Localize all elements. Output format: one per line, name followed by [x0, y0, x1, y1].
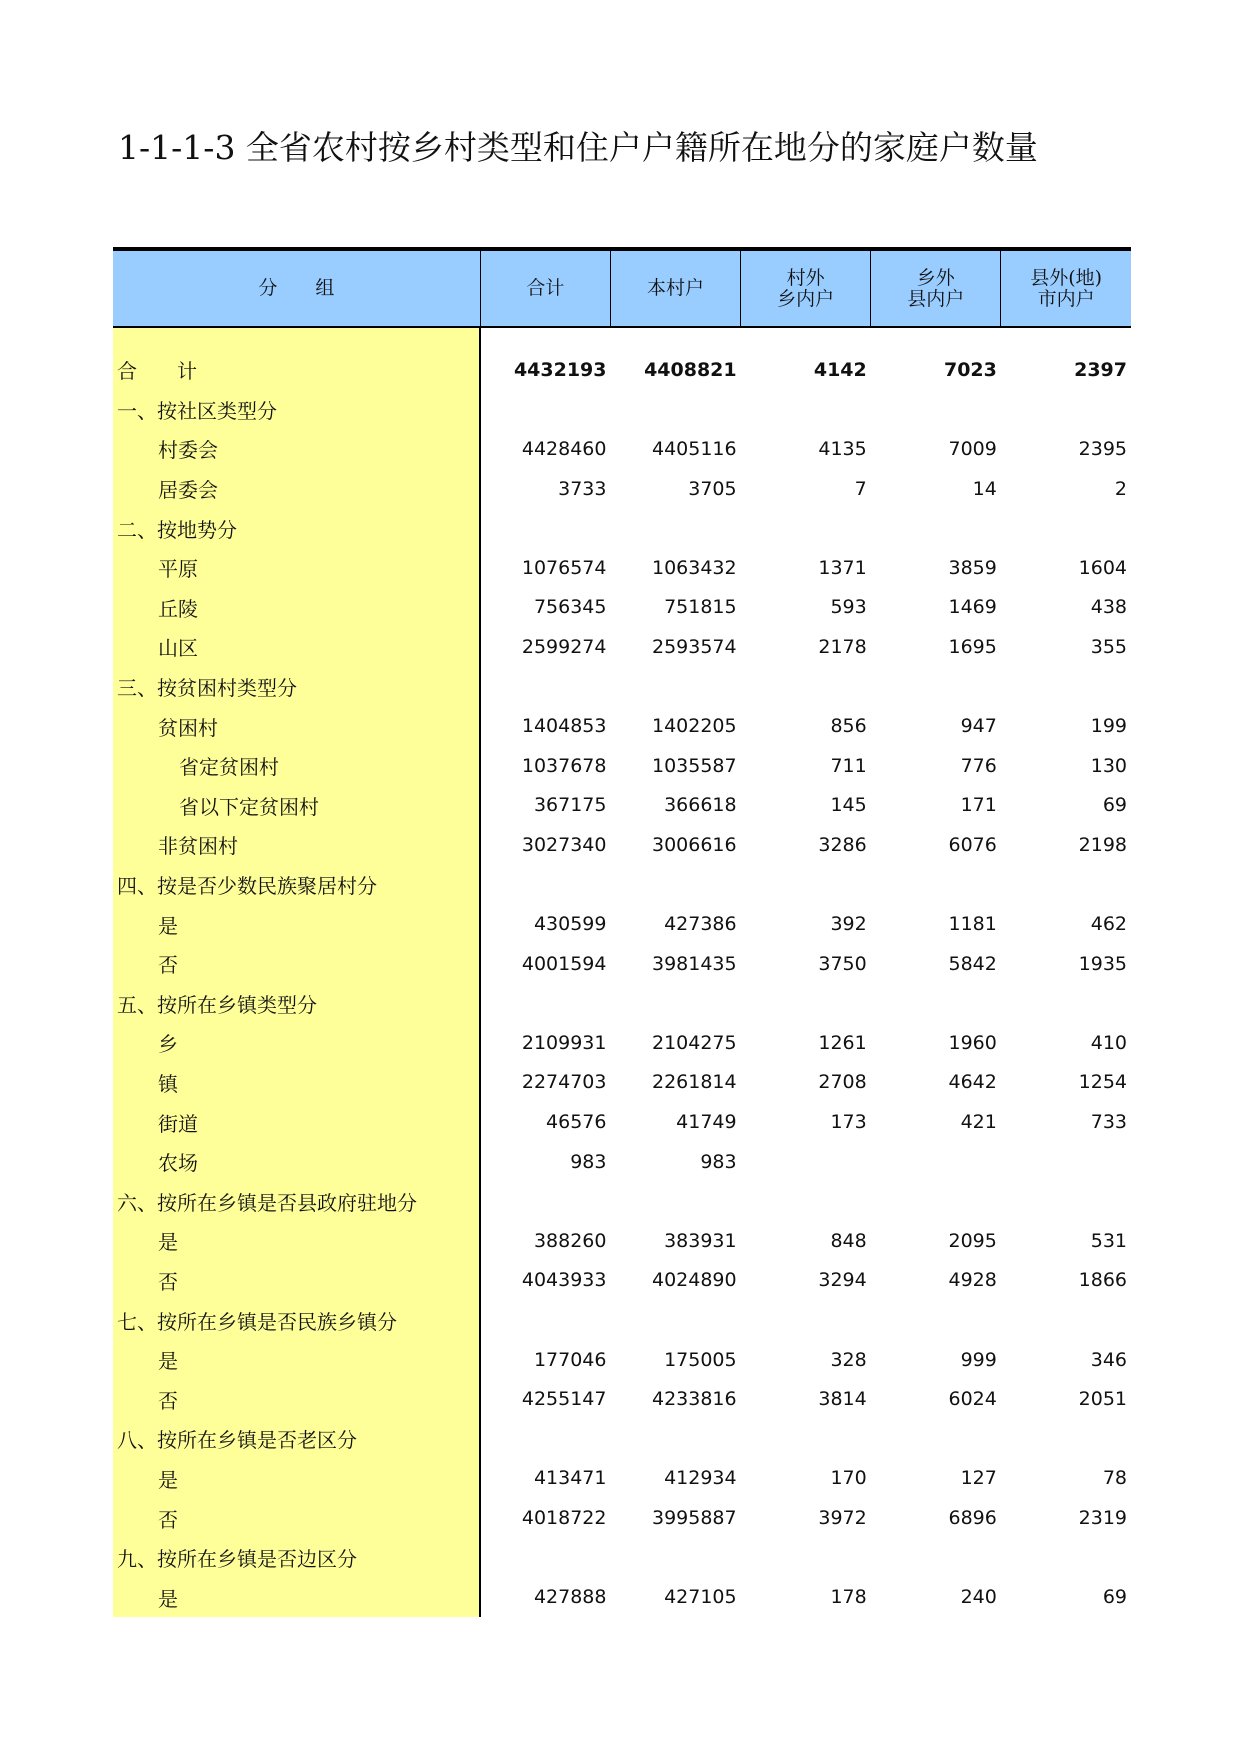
table-row	[113, 469, 1131, 509]
table-row	[113, 746, 1131, 786]
value-cell: 7023	[943, 358, 997, 381]
value-cell: 2395	[1078, 437, 1127, 460]
value-cell: 413471	[533, 1467, 607, 1490]
header-text: 本村户	[647, 277, 705, 299]
value-cell	[480, 508, 610, 548]
table-row	[113, 1102, 1131, 1142]
value-cell	[610, 390, 740, 430]
value-cell: 1404853	[521, 715, 607, 738]
table-row	[113, 984, 1131, 1024]
value-cell: 328	[830, 1348, 867, 1371]
value-cell: 4233816	[651, 1388, 737, 1411]
table-row	[113, 1538, 1131, 1578]
value-cell: 1604	[1078, 556, 1127, 579]
value-cell: 1695	[948, 635, 997, 658]
value-cell: 4432193	[513, 358, 607, 381]
value-cell	[871, 1419, 1001, 1459]
row-label: 是	[113, 904, 480, 944]
value-cell: 177046	[533, 1348, 607, 1371]
row-label: 八、按所在乡镇是否老区分	[113, 1419, 480, 1459]
value-cell	[741, 1142, 871, 1182]
value-cell	[610, 508, 740, 548]
value-cell	[480, 1181, 610, 1221]
value-cell	[871, 1538, 1001, 1578]
table-row	[113, 944, 1131, 984]
value-cell	[480, 1300, 610, 1340]
value-cell	[480, 865, 610, 905]
value-cell: 2109931	[521, 1031, 607, 1054]
value-cell: 4001594	[521, 952, 607, 975]
value-cell: 421	[960, 1111, 997, 1134]
value-cell: 366618	[664, 794, 737, 817]
header-text: 县外(地)	[1030, 266, 1103, 289]
value-cell	[610, 984, 740, 1024]
value-cell	[480, 390, 610, 430]
table-row	[113, 390, 1131, 430]
empty-cell	[741, 327, 871, 350]
row-label: 合 计	[113, 350, 480, 390]
value-cell: 2095	[948, 1229, 997, 1252]
value-cell: 171	[960, 794, 997, 817]
value-cell	[871, 508, 1001, 548]
value-cell: 3995887	[651, 1507, 737, 1530]
value-cell: 1402205	[651, 715, 737, 738]
row-label: 是	[113, 1459, 480, 1499]
table-row	[113, 1181, 1131, 1221]
value-cell: 178	[830, 1586, 867, 1609]
table-row	[113, 786, 1131, 826]
table-row	[113, 1577, 1131, 1617]
value-cell	[1001, 508, 1131, 548]
value-cell	[1001, 1300, 1131, 1340]
value-cell	[871, 390, 1001, 430]
table-row	[113, 1300, 1131, 1340]
row-label: 丘陵	[113, 588, 480, 628]
value-cell: 346	[1090, 1348, 1127, 1371]
label-cell	[113, 327, 480, 350]
table-row	[113, 865, 1131, 905]
value-cell: 46576	[546, 1111, 607, 1134]
value-cell	[741, 390, 871, 430]
value-cell: 14	[972, 477, 997, 500]
value-cell: 392	[830, 913, 867, 936]
value-cell: 4255147	[521, 1388, 607, 1411]
row-label: 省以下定贫困村	[113, 786, 480, 826]
value-cell: 3981435	[651, 952, 737, 975]
value-cell	[1001, 390, 1131, 430]
row-label: 否	[113, 1261, 480, 1301]
row-label: 乡	[113, 1023, 480, 1063]
header-row	[113, 249, 1131, 327]
row-label: 省定贫困村	[113, 746, 480, 786]
value-cell	[871, 667, 1001, 707]
value-cell: 3972	[818, 1507, 867, 1530]
header-text: 分 组	[258, 277, 335, 299]
table-row	[113, 508, 1131, 548]
value-cell: 383931	[664, 1229, 737, 1252]
header-col-1	[480, 249, 610, 327]
value-cell: 1866	[1078, 1269, 1127, 1292]
row-label: 五、按所在乡镇类型分	[113, 984, 480, 1024]
value-cell: 4018722	[521, 1507, 607, 1530]
value-cell: 531	[1090, 1229, 1127, 1252]
value-cell: 1037678	[521, 754, 607, 777]
value-cell: 145	[830, 794, 867, 817]
value-cell: 2274703	[521, 1071, 607, 1094]
value-cell: 2	[1114, 477, 1127, 500]
empty-cell	[610, 327, 740, 350]
value-cell	[741, 865, 871, 905]
value-cell	[741, 1538, 871, 1578]
table-row	[113, 1379, 1131, 1419]
value-cell: 856	[830, 715, 867, 738]
table-row	[113, 627, 1131, 667]
value-cell: 410	[1090, 1031, 1127, 1054]
value-cell: 3286	[818, 833, 867, 856]
value-cell	[1001, 1419, 1131, 1459]
value-cell: 3733	[558, 477, 607, 500]
value-cell	[1001, 984, 1131, 1024]
row-label: 是	[113, 1221, 480, 1261]
value-cell	[871, 865, 1001, 905]
value-cell: 69	[1102, 794, 1127, 817]
value-cell	[610, 1538, 740, 1578]
value-cell: 130	[1090, 754, 1127, 777]
row-label: 农场	[113, 1142, 480, 1182]
value-cell: 367175	[533, 794, 607, 817]
value-cell: 733	[1090, 1111, 1127, 1134]
value-cell: 1035587	[651, 754, 737, 777]
table-row	[113, 1459, 1131, 1499]
value-cell: 127	[960, 1467, 997, 1490]
value-cell: 1469	[948, 596, 997, 619]
table-row	[113, 667, 1131, 707]
value-cell: 1076574	[521, 556, 607, 579]
table-row	[113, 1063, 1131, 1103]
value-cell: 2051	[1078, 1388, 1127, 1411]
value-cell: 3814	[818, 1388, 867, 1411]
value-cell: 3705	[688, 477, 737, 500]
value-cell: 983	[700, 1150, 737, 1173]
table-row	[113, 1340, 1131, 1380]
row-label: 否	[113, 1498, 480, 1538]
header-text: 市内户	[1037, 287, 1095, 310]
value-cell	[480, 984, 610, 1024]
row-label: 二、按地势分	[113, 508, 480, 548]
value-cell: 2397	[1074, 358, 1127, 381]
row-label: 否	[113, 944, 480, 984]
table-row	[113, 1419, 1131, 1459]
value-cell: 4642	[948, 1071, 997, 1094]
value-cell: 427888	[533, 1586, 607, 1609]
value-cell: 593	[830, 596, 867, 619]
value-cell: 1254	[1078, 1071, 1127, 1094]
header-group	[113, 249, 480, 327]
value-cell: 7009	[948, 437, 997, 460]
value-cell	[871, 1181, 1001, 1221]
value-cell: 2708	[818, 1071, 867, 1094]
value-cell: 1935	[1078, 952, 1127, 975]
value-cell: 173	[830, 1111, 867, 1134]
value-cell: 3006616	[651, 833, 737, 856]
household-table	[113, 247, 1131, 1617]
row-label: 三、按贫困村类型分	[113, 667, 480, 707]
spacer-row	[113, 327, 1131, 350]
value-cell: 1371	[818, 556, 867, 579]
header-text: 乡外	[916, 266, 955, 289]
value-cell	[741, 1419, 871, 1459]
value-cell: 199	[1090, 715, 1127, 738]
table-row	[113, 1498, 1131, 1538]
value-cell: 7	[854, 477, 867, 500]
row-label: 六、按所在乡镇是否县政府驻地分	[113, 1181, 480, 1221]
value-cell: 3294	[818, 1269, 867, 1292]
page-title: 1-1-1-3 全省农村按乡村类型和住户户籍所在地分的家庭户数量	[118, 128, 1038, 167]
table-row	[113, 706, 1131, 746]
table-row	[113, 350, 1131, 390]
value-cell: 4928	[948, 1269, 997, 1292]
value-cell	[610, 1419, 740, 1459]
value-cell: 776	[960, 754, 997, 777]
value-cell: 2593574	[651, 635, 737, 658]
value-cell	[1001, 1142, 1131, 1182]
value-cell: 4405116	[651, 437, 737, 460]
row-label: 山区	[113, 627, 480, 667]
value-cell: 2104275	[651, 1031, 737, 1054]
row-label: 街道	[113, 1102, 480, 1142]
value-cell: 412934	[664, 1467, 737, 1490]
header-text: 乡内户	[777, 287, 835, 310]
value-cell: 430599	[533, 913, 607, 936]
value-cell: 388260	[533, 1229, 607, 1252]
table-row	[113, 429, 1131, 469]
value-cell: 751815	[664, 596, 737, 619]
value-cell	[610, 865, 740, 905]
value-cell: 711	[830, 754, 867, 777]
value-cell	[741, 667, 871, 707]
value-cell: 427386	[664, 913, 737, 936]
row-label: 是	[113, 1340, 480, 1380]
row-label: 是	[113, 1577, 480, 1617]
value-cell: 999	[960, 1348, 997, 1371]
value-cell	[1001, 667, 1131, 707]
value-cell: 2261814	[651, 1071, 737, 1094]
value-cell: 240	[960, 1586, 997, 1609]
header-col-2	[610, 249, 740, 327]
value-cell: 462	[1090, 913, 1127, 936]
value-cell	[741, 984, 871, 1024]
value-cell	[610, 667, 740, 707]
table-row	[113, 825, 1131, 865]
table-row	[113, 904, 1131, 944]
value-cell: 2319	[1078, 1507, 1127, 1530]
table-row	[113, 1221, 1131, 1261]
value-cell: 2198	[1078, 833, 1127, 856]
row-label: 非贫困村	[113, 825, 480, 865]
row-label: 镇	[113, 1063, 480, 1103]
value-cell: 438	[1090, 596, 1127, 619]
value-cell: 947	[960, 715, 997, 738]
table-row	[113, 588, 1131, 628]
value-cell: 4408821	[644, 358, 737, 381]
value-cell: 2178	[818, 635, 867, 658]
row-label: 七、按所在乡镇是否民族乡镇分	[113, 1300, 480, 1340]
row-label: 居委会	[113, 469, 480, 509]
value-cell	[741, 508, 871, 548]
header-col-3	[741, 249, 871, 327]
value-cell	[741, 1181, 871, 1221]
value-cell: 5842	[948, 952, 997, 975]
value-cell: 4135	[818, 437, 867, 460]
value-cell: 3859	[948, 556, 997, 579]
value-cell: 78	[1102, 1467, 1127, 1490]
value-cell: 1960	[948, 1031, 997, 1054]
value-cell: 2599274	[521, 635, 607, 658]
value-cell: 1063432	[651, 556, 737, 579]
value-cell: 1261	[818, 1031, 867, 1054]
table-row	[113, 1261, 1131, 1301]
value-cell: 6024	[948, 1388, 997, 1411]
value-cell: 69	[1102, 1586, 1127, 1609]
value-cell: 4428460	[521, 437, 607, 460]
value-cell: 4043933	[521, 1269, 607, 1292]
value-cell: 3027340	[521, 833, 607, 856]
value-cell: 4142	[813, 358, 867, 381]
row-label: 村委会	[113, 429, 480, 469]
table-row	[113, 548, 1131, 588]
table-row	[113, 1142, 1131, 1182]
empty-cell	[871, 327, 1001, 350]
row-label: 九、按所在乡镇是否边区分	[113, 1538, 480, 1578]
value-cell	[1001, 865, 1131, 905]
row-label: 四、按是否少数民族聚居村分	[113, 865, 480, 905]
header-col-5	[1001, 249, 1131, 327]
empty-cell	[480, 327, 610, 350]
value-cell	[480, 667, 610, 707]
header-text: 县内户	[907, 287, 965, 310]
header-text: 村外	[786, 266, 825, 289]
value-cell: 3750	[818, 952, 867, 975]
header-col-4	[871, 249, 1001, 327]
value-cell: 6896	[948, 1507, 997, 1530]
value-cell	[871, 1142, 1001, 1182]
row-label: 平原	[113, 548, 480, 588]
value-cell	[741, 1300, 871, 1340]
value-cell: 4024890	[651, 1269, 737, 1292]
value-cell	[871, 984, 1001, 1024]
value-cell: 848	[830, 1229, 867, 1252]
value-cell	[1001, 1181, 1131, 1221]
value-cell	[610, 1181, 740, 1221]
value-cell: 355	[1090, 635, 1127, 658]
table-row	[113, 1023, 1131, 1063]
value-cell	[610, 1300, 740, 1340]
value-cell	[1001, 1538, 1131, 1578]
value-cell: 170	[830, 1467, 867, 1490]
value-cell: 1181	[948, 913, 997, 936]
row-label: 否	[113, 1379, 480, 1419]
header-text: 合计	[526, 277, 565, 299]
value-cell: 756345	[533, 596, 607, 619]
value-cell: 41749	[676, 1111, 737, 1134]
value-cell: 175005	[664, 1348, 737, 1371]
value-cell: 983	[570, 1150, 607, 1173]
value-cell	[480, 1538, 610, 1578]
value-cell: 6076	[948, 833, 997, 856]
row-label: 一、按社区类型分	[113, 390, 480, 430]
value-cell	[480, 1419, 610, 1459]
value-cell	[871, 1300, 1001, 1340]
value-cell: 427105	[664, 1586, 737, 1609]
empty-cell	[1001, 327, 1131, 350]
row-label: 贫困村	[113, 706, 480, 746]
